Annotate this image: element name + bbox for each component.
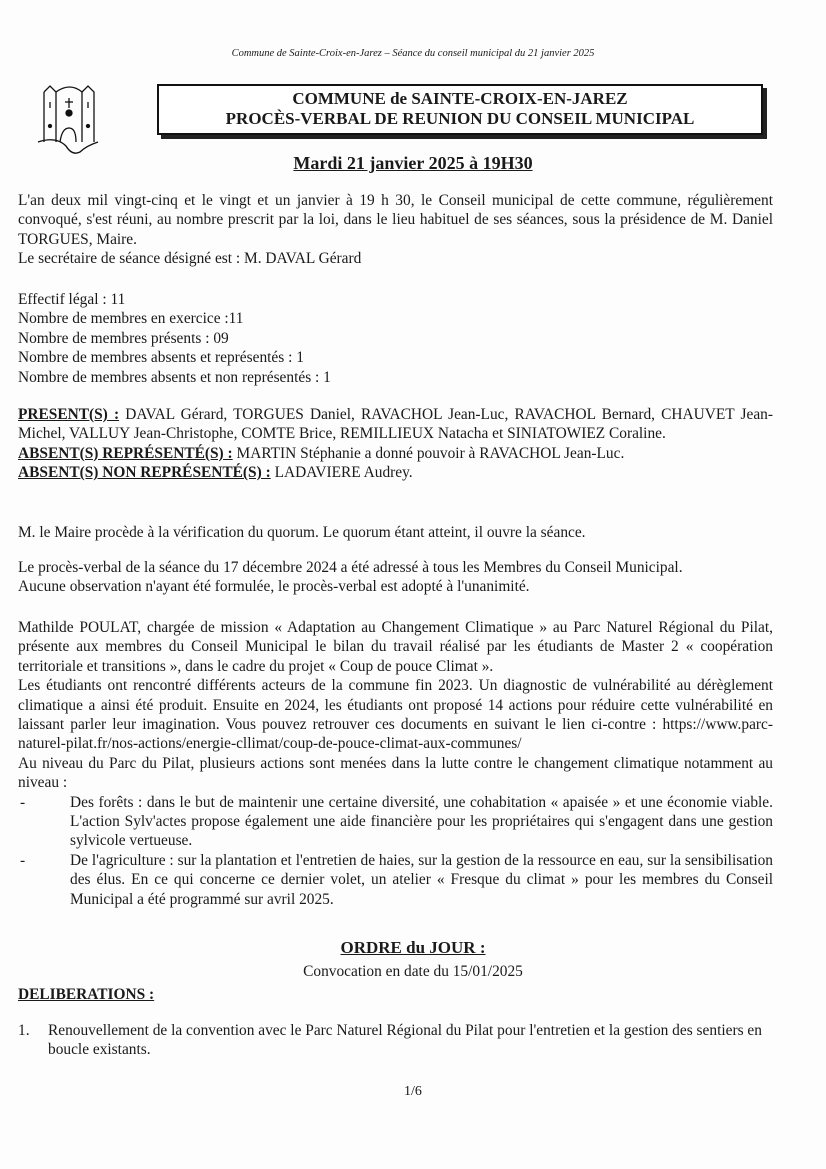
intro-paragraph: L'an deux mil vingt-cinq et le vingt et un janvier à 19 h 30, le Conseil municipal de cette commune, régulièrement convoqué, s'est réuni, au nombre prescrit par la loi, dans le lieu habituel de ses séances, sous la présidence de M. Daniel TORGUES, Maire. — [18, 192, 773, 248]
attendance — [18, 405, 773, 483]
absent-not-represented: ABSENT(S) NON REPRÉSENTÉ(S) : LADAVIERE Audrey. — [18, 464, 413, 482]
bullet-item: - Des forêts : dans le but de maintenir une certaine diversité, une cohabitation « apaisée » et une économie viable. L'action Sylv'actes propose également une aide financière pour les propriétaires qui s'engagent dans une gestion sylvicole vertueuse. — [20, 793, 773, 850]
present-label: PRESENT(S) : — [18, 406, 120, 423]
title-line-2: PROCÈS-VERBAL DE REUNION DU CONSEIL MUNICIPAL — [225, 109, 695, 128]
meeting-date: Mardi 21 janvier 2025 à 19H30 — [293, 153, 533, 173]
running-header: Commune de Sainte-Croix-en-Jarez – Séance du conseil municipal du 21 janvier 2025 — [231, 48, 595, 59]
climate-section — [18, 618, 773, 909]
page-number: 1/6 — [404, 1084, 422, 1099]
effectif-line: Nombre de membres absents et représentés : 1 — [18, 349, 304, 367]
title-box — [157, 84, 763, 135]
climate-paragraph: Mathilde POULAT, chargée de mission « Adaptation au Changement Climatique » au Parc Naturel Régional du Pilat, présente aux membres du Conseil Municipal le bilan du travail réalisé par les étudiants de Master 2 « coopération territoriale et transitions », dans le cadre du projet « Coup de pouce Climat ». — [18, 619, 773, 675]
convocation-date: Convocation en date du 15/01/2025 — [303, 963, 523, 980]
previous-minutes: Le procès-verbal de la séance du 17 décembre 2024 a été adressé à tous les Membres du Conseil Municipal. Aucune observation n'ayant été formulée, le procès-verbal est adopté à l'unanimité. — [18, 559, 683, 596]
present-members: PRESENT(S) : DAVAL Gérard, TORGUES Daniel, RAVACHOL Jean-Luc, RAVACHOL Bernard, CHAUVET Jean-Michel, VALLUY Jean-Christophe, COMTE Brice, REMILLIEUX Natacha et SINIATOWIEZ Coraline. — [18, 406, 773, 443]
climate-paragraph: Au niveau du Parc du Pilat, plusieurs actions sont menées dans la lutte contre le changement climatique notamment au niveau : — [18, 754, 773, 792]
agenda-item: 1. Renouvellement de la convention avec le Parc Naturel Régional du Pilat pour l'entretien et la gestion des sentiers en boucle existants. — [18, 1022, 762, 1059]
secretary-line: Le secrétaire de séance désigné est : M. DAVAL Gérard — [18, 250, 362, 268]
title-line-1: COMMUNE de SAINTE-CROIX-EN-JAREZ — [292, 89, 628, 108]
absent-represented: ABSENT(S) REPRÉSENTÉ(S) : MARTIN Stéphanie a donné pouvoir à RAVACHOL Jean-Luc. — [18, 444, 625, 462]
intro — [18, 191, 773, 269]
effectif-line: Nombre de membres absents et non représentés : 1 — [18, 368, 331, 386]
deliberations-heading: DELIBERATIONS : — [18, 986, 155, 1003]
bullet-item: - De l'agriculture : sur la plantation et l'entretien de haies, sur la gestion de la ressource en eau, sur la sensibilisation des élus. En ce qui concerne ce dernier volet, un atelier « Fresque du climat » pour les membres du Conseil Municipal a été programmé sur avril 2025. — [20, 851, 773, 908]
effectif-line: Nombre de membres présents : 09 — [18, 329, 229, 347]
climate-paragraph: Les étudiants ont rencontré différents acteurs de la commune fin 2023. Un diagnostic de vulnérabilité au dérèglement climatique a ainsi été produit. Ensuite en 2024, les étudiants ont proposé 14 actions pour réduire cette vulnérabilité en laissant parler leur imagination. Vous pouvez retrouver ces documents en suivant le lien ci-contre : https://www.parc-naturel-pilat.fr/nos-actions/energie-cllimat/coup-de-pouce-climat-aux-communes/ — [18, 677, 773, 753]
represented-label: ABSENT(S) REPRÉSENTÉ(S) : — [18, 444, 233, 462]
effectif-line: Effectif légal : 11 — [18, 291, 126, 308]
effectif-list — [18, 290, 773, 387]
not-represented-label: ABSENT(S) NON REPRÉSENTÉ(S) : — [18, 464, 271, 482]
commune-logo — [36, 80, 100, 158]
effectif-line: Nombre de membres en exercice :11 — [18, 310, 244, 328]
quorum: M. le Maire procède à la vérification du quorum. Le quorum étant atteint, il ouvre la séance. — [18, 524, 586, 541]
agenda-title: ORDRE du JOUR : — [340, 938, 486, 957]
